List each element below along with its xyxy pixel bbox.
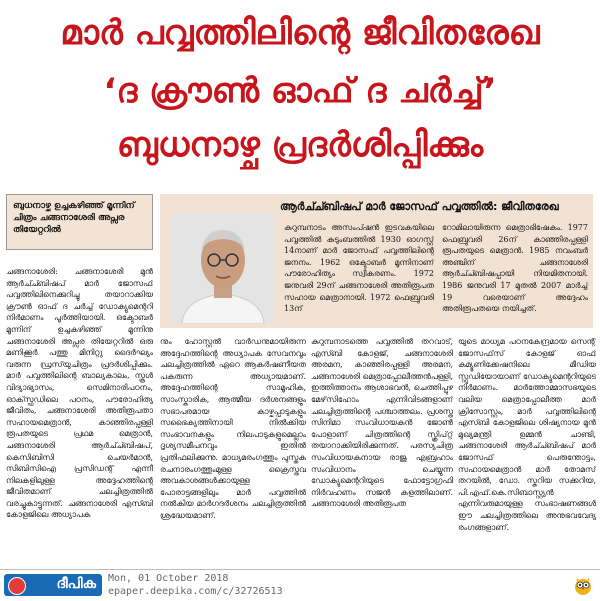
biography-title: ആർച്ച്ബിഷപ് മാർ ജോസഫ് പവ്വത്തിൽ: ജീവിതരേഖ — [280, 200, 559, 213]
globe-icon — [8, 577, 26, 595]
subheadline-box: ബുധനാഴ്ച ഉച്ചകഴിഞ്ഞ് മൂന്നിന് ചിത്രം ചങ്ങനാശേരി അപ്സര തിയേറ്ററിൽ — [6, 194, 153, 250]
deepika-logo[interactable] — [4, 574, 102, 596]
sidebar-body-text: ചങ്ങനാശേരി: ചങ്ങനാശേരി മുൻ ആർച്ച്ബിഷപ് മാർ ജോസഫ് പവ്വത്തിലിനെക്കുറിച്ചു തയാറാക്കിയ ക്രൗൺ ഓഫ് ദ ചർച്ച് ഡോക്യുമെന്ററി നിർമാണം പൂർത്തിയായി. ഒക്ടോബർ മൂന്നിന് ഉച്ചകഴിഞ്ഞ് മൂന്നിനു ചങ്ങനാശേരി അപ്സര തിയേറ്ററിൽ ഒരു മണിക്കൂർ പത്തു മിനിറ്റു ദൈർഘ്യം വരുന്ന ഡ്രസ്‌യുചിത്രം പ്രദർശിപ്പിക്കും. മാർ പവ്വത്തിലിന്റെ ബാല്യകാലം, സ്കൂൾ വിദ്യാഭ്യാസം, സെമിനാരിപഠനം, ഓക്സ്ഫഡിലെ പഠനം, പൗരോഹിത്യ ജീവിതം, ചങ്ങനാശേരി അതിരൂപതാ സഹായമെത്രാൻ, കാഞ്ഞിരപ്പള്ളി രൂപതയുടെ പ്രഥമ മെത്രാൻ, ചങ്ങനാശേരി ആർച്ച്ബിഷപ്, കെസിബിസി ചെയർമാൻ, സിബിസിഐ പ്രസിഡന്റ് എന്നീ നിലകളിലുള്ള അദ്ദേഹത്തിന്റെ ജീവിതമാണ് ചലച്ചിത്രത്തിൽ വരച്ചുകാട്ടുന്നത്. ചങ്ങനാശേരി എസ്ബി കോളജിലെ അധ്യാപക — [6, 267, 153, 520]
biography-panel — [160, 194, 593, 328]
footer-bar — [0, 569, 600, 601]
headline-line-3: ബുധനാഴ്ച പ്രദർശിപ്പിക്കും — [116, 125, 484, 165]
article-column-2: കുറുമ്പനാടത്തെ പവ്വത്തിൽ തറവാട്, എസ്ബി കോളജ്, ചങ്ങനാശേരി അരമന, കാഞ്ഞിരപ്പള്ളി അരമന, ചങ്ങനാശേരി മെത്രാപ്പോലീത്തൻപള്ളി, ഇത്തിത്താനം ആശാഭവൻ, ചെത്തിപ്പുഴ മേഴ്‌സിഹോം എന്നിവിടങ്ങളാണ് ചലച്ചിത്രത്തിന്റെ പശ്ചാത്തലം. പ്രശസ്ത സിനിമാ സംവിധായകൻ ജോൺ പോളാണ് ചിത്രത്തിന്റെ സ്ക്രിപ്റ്റ് തയാറാക്കിയിരിക്കുന്നത്. പരസ്യചിത്ര സംവിധായകനായ രാജു എബ്രഹാം സംവിധാനം ചെയ്യുന്ന ഡോക്യുമെന്ററിയുടെ ഫോട്ടോഗ്രഫി നിർവഹണം സജൻ കളത്തിലാണ്. ചങ്ങനാശേരി അതിരൂപത — [311, 337, 453, 509]
article-column-1: നും ഹോസ്റ്റൽ വാർഡനുമായിരുന്ന അദ്ദേഹത്തിന്റെ അധ്യാപക സേവനവും ചലച്ചിത്രത്തിൽ ഏറെ ആകർഷണീയത പകരുന്ന അധ്യായമാണ്. അദ്ദേഹത്തിന്റെ സാമൂഹിക, സാംസ്കാരിക, ആത്മീയ ദർശനങ്ങളും സഭാപരമായ കാഴ്ചപ്പാടുകളും സഭൈക്യത്തിനായി നിൽക്കിയ സംഭാവനകളും നിലപാടുകളുമെല്ലാം ദൃശ്യസമീപനവും ഇതിൽ പ്രതിഫലിക്കുന്നു. മാധ്യമരംഗത്തും പുസ്തക രചനാരംഗത്തുംമുള്ള ക്രൈസ്തവ അവകാശങ്ങൾക്കായുള്ള പോരാട്ടങ്ങളിലും മാർ പവ്വത്തിൽ നൽകിയ മാർഗദർശനം ചലച്ചിത്രത്തിൽ ശ്രദ്ധേയമാണ്. — [160, 337, 306, 520]
edition-date: Mon, 01 October 2018 — [108, 573, 229, 584]
portrait-photo — [172, 212, 274, 324]
epaper-url[interactable]: epaper.deepika.com/c/32726513 — [108, 586, 283, 597]
sidebar-column — [6, 194, 153, 568]
headline-line-1: മാർ പവ്വത്തിലിന്റെ ജീവിതരേഖ — [60, 13, 540, 53]
article-column-3: യുടെ മാധ്യമ പഠനകേന്ദ്രമായ സെന്റ് ജോസഫ്‌സ് കോളജ് ഓഫ് കമ്യൂണിക്കേഷനിലെ മീഡിയ സ്റ്റുഡിയോയാണ് ഡോക്യുമെന്ററിയുടെ നിർമാണം. മാർത്തോമ്മാസഭയുടെ വലിയ മെത്രാപ്പോലീത്ത മാർ ക്രിസോസ്റ്റം, മാർ പവ്വത്തിലിന്റെ എസ്ബി കോളജിലെ ശിഷ്യനായ മുൻ മുഖ്യമന്ത്രി ഉമ്മൻ ചാണ്ടി, ചങ്ങനാശേരി ആർച്ച്ബിഷപ് മാർ ജോസഫ് പെരുന്തോട്ടം, സഹായമെത്രാൻ മാർ തോമസ് തറയിൽ, ഡോ. സ്കറിയ സക്കറിയ, പി.എഫ്.കെ.സിബാസ്റ്റ്യൻ എന്നിവരുമായുള്ള സംഭാഷണങ്ങൾ ഈ ചലച്ചിത്രത്തിലെ അനുഭവവേദ്യ രംഗങ്ങളാണ്. — [458, 337, 596, 532]
biography-column-1: കുറുമ്പനാടം അസംപ്ഷൻ ഇടവകയിലെ പവ്വത്തിൽ കുടുംബത്തിൽ 1930 ഓഗസ്റ്റ് 14നാണ് മാർ ജോസഫ് പവ്വത്തിലിന്റെ ജനനം. 1962 ഒക്ടോബർ മൂന്നിനാണ് പൗരോഹിത്യം സ്വീകരണം. 1972 ജനുവരി 29ന് ചങ്ങനാശേരി അതിരൂപത സഹായ മെത്രാനായി. 1972 ഫെബ്രുവരി 13ന് — [284, 223, 434, 314]
biography-column-2: റോമിലായിരുന്ന മെത്രാഭിഷേകം. 1977 ഫെബ്രുവരി 26ന് കാഞ്ഞിരപ്പള്ളി രൂപതയുടെ മെത്രാൻ. 1985 നവംബർ അഞ്ചിന് ചങ്ങനാശേരി ആർച്ച്ബിഷപ്പായി നിയമിതനായി. 1986 ജനുവരി 17 മുതൽ 2007 മാർച്ച് 19 വരെയാണ് അദ്ദേഹം അതിരൂപതയെ നയിച്ചത്. — [442, 223, 588, 314]
headline-line-2: ‘ദ ക്രൗൺ ഓഫ് ദ ചർച്ച്’ — [103, 71, 497, 111]
logo-text: ദീപിക — [56, 576, 96, 592]
owl-icon — [572, 574, 594, 596]
